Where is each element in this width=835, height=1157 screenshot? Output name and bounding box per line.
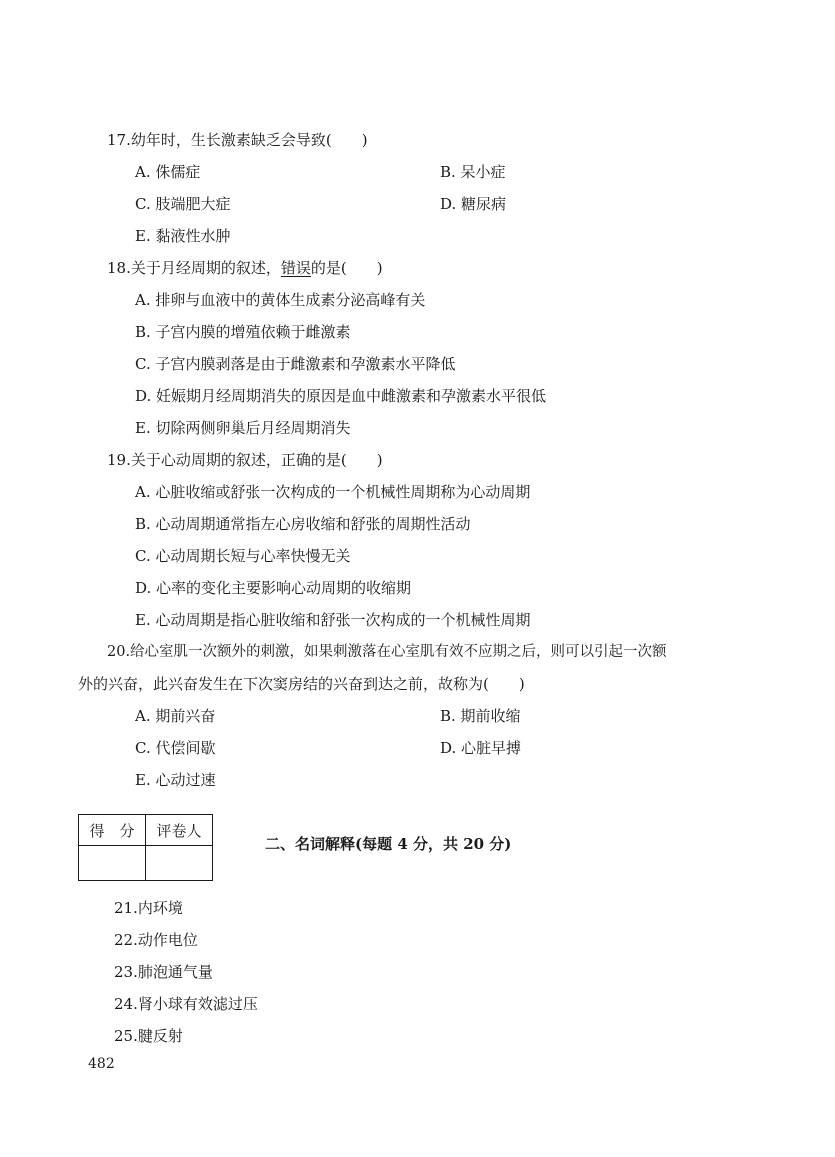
- question-18-stem-emphasis: 错误: [280, 259, 311, 277]
- term-item: 23.肺泡通气量: [114, 963, 213, 981]
- question-18-option-b: B. 子宫内膜的增殖依赖于雌激素: [135, 323, 351, 341]
- question-19-stem: 19.关于心动周期的叙述，正确的是( ): [107, 451, 383, 469]
- section-2-title: 二、名词解释(每题 4 分，共 20 分): [265, 835, 512, 853]
- question-17-option-e: E. 黏液性水肿: [135, 227, 231, 245]
- question-19-option-a: A. 心脏收缩或舒张一次构成的一个机械性周期称为心动周期: [135, 483, 531, 501]
- score-cell: [79, 846, 146, 881]
- question-19-option-e: E. 心动周期是指心脏收缩和舒张一次构成的一个机械性周期: [135, 611, 531, 629]
- question-20-stem-line1: 20.给心室肌一次额外的刺激，如果刺激落在心室肌有效不应期之后，则可以引起一次额: [107, 644, 667, 660]
- question-18-stem-post: 的是( ): [310, 259, 383, 277]
- page-number: 482: [88, 1056, 115, 1072]
- term-item: 22.动作电位: [114, 931, 198, 949]
- question-17-option-d: D. 糖尿病: [440, 195, 507, 213]
- question-20-option-e: E. 心动过速: [135, 771, 216, 789]
- question-18-stem-pre: 18.关于月经周期的叙述，: [107, 259, 281, 277]
- question-17-option-c: C. 肢端肥大症: [135, 195, 231, 213]
- score-table: [78, 814, 213, 881]
- score-label: 得 分: [79, 815, 146, 846]
- question-20-stem-line2: 外的兴奋，此兴奋发生在下次窦房结的兴奋到达之前，故称为( ): [78, 675, 525, 693]
- question-19-option-b: B. 心动周期通常指左心房收缩和舒张的周期性活动: [135, 515, 471, 533]
- term-item: 24.肾小球有效滤过压: [114, 995, 258, 1013]
- question-20-option-a: A. 期前兴奋: [135, 707, 216, 725]
- question-20-option-b: B. 期前收缩: [440, 707, 521, 725]
- grader-cell: [146, 846, 213, 881]
- question-20-option-c: C. 代偿间歇: [135, 739, 216, 757]
- question-18-option-c: C. 子宫内膜剥落是由于雌激素和孕激素水平降低: [135, 355, 456, 373]
- question-18-option-d: D. 妊娠期月经周期消失的原因是血中雌激素和孕激素水平很低: [135, 387, 547, 405]
- question-19-option-c: C. 心动周期长短与心率快慢无关: [135, 547, 351, 565]
- question-17-stem: 17.幼年时，生长激素缺乏会导致( ): [107, 131, 368, 149]
- question-17-option-b: B. 呆小症: [440, 163, 506, 181]
- question-18-stem: [107, 258, 383, 278]
- grader-label: 评卷人: [146, 815, 213, 846]
- question-17-option-a: A. 侏儒症: [135, 163, 201, 181]
- question-19-option-d: D. 心率的变化主要影响心动周期的收缩期: [135, 579, 412, 597]
- question-20-option-d: D. 心脏早搏: [440, 739, 522, 757]
- question-18-option-e: E. 切除两侧卵巢后月经周期消失: [135, 419, 351, 437]
- term-item: 25.腱反射: [114, 1027, 183, 1045]
- question-18-option-a: A. 排卵与血液中的黄体生成素分泌高峰有关: [135, 291, 426, 309]
- term-item: 21.内环境: [114, 899, 183, 917]
